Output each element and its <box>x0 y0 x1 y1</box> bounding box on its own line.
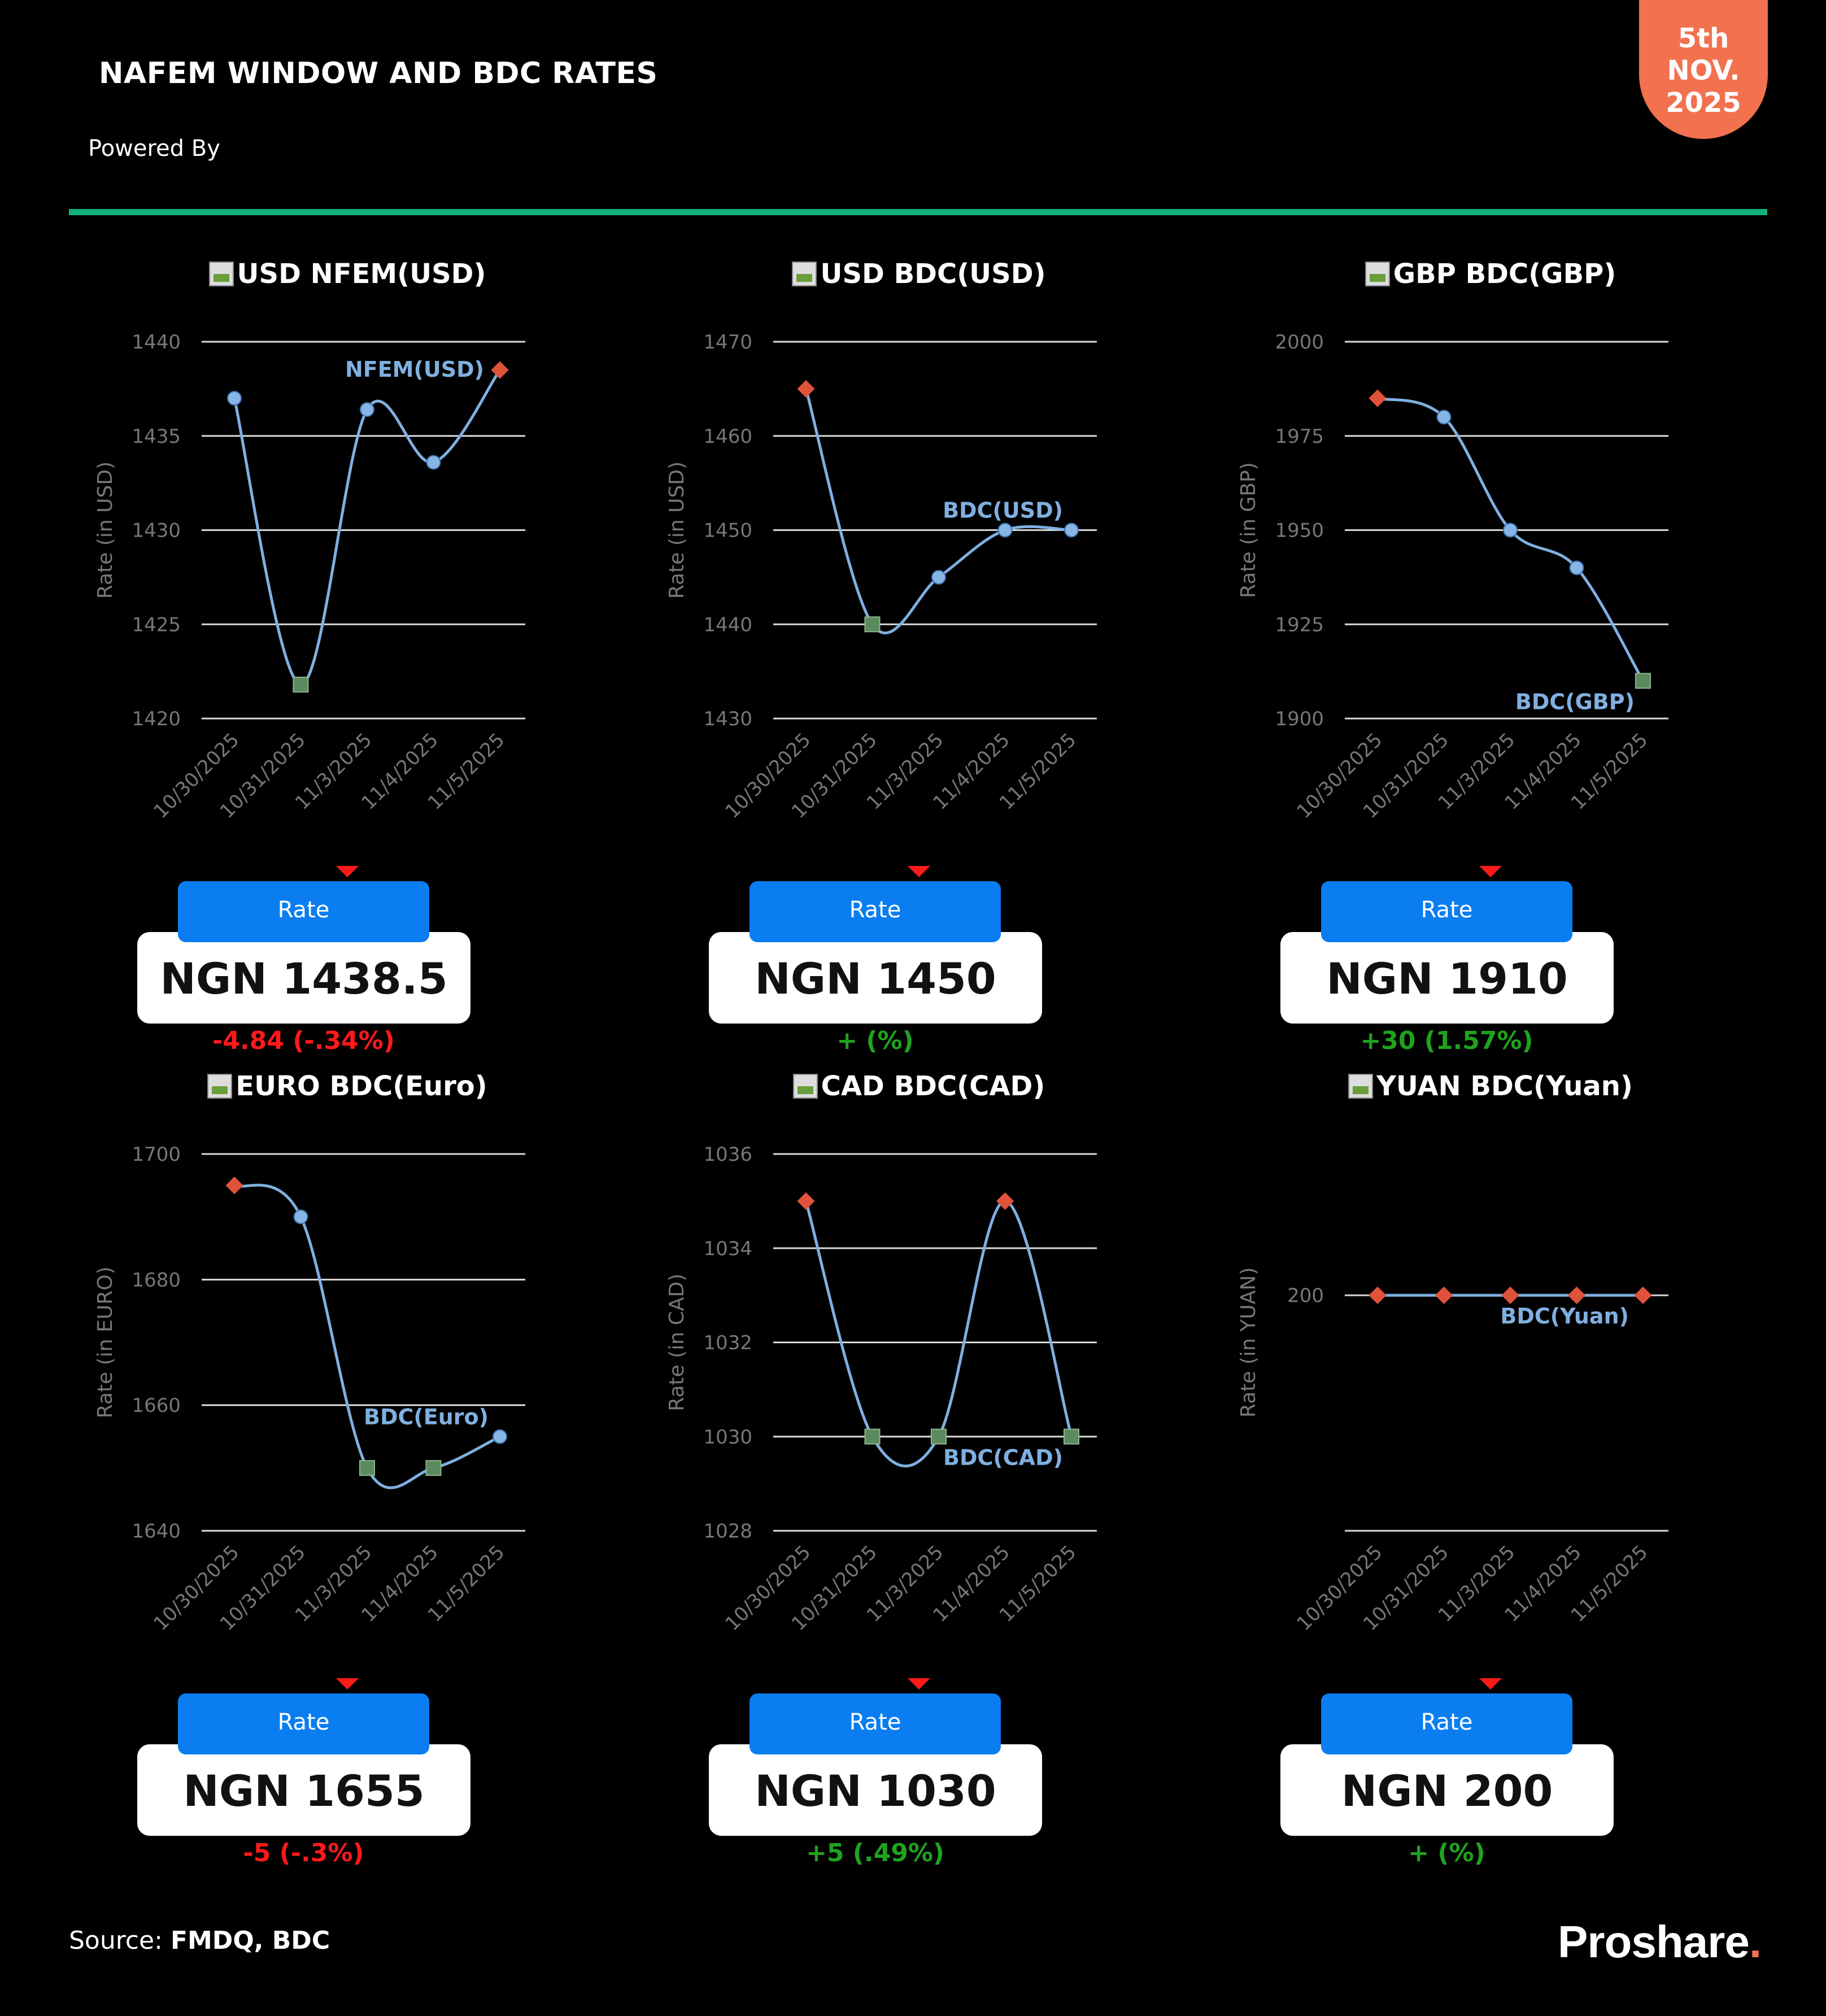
proshare-logo <box>1558 1916 1761 1968</box>
flag-image-icon <box>207 1074 232 1099</box>
rate-value: NGN 1910 <box>1280 932 1614 1024</box>
chart-title <box>62 257 633 291</box>
max-point-marker <box>1369 389 1386 407</box>
y-tick-label: 1950 <box>1275 519 1324 542</box>
series-label: BDC(CAD) <box>943 1445 1063 1470</box>
rate-value: NGN 1450 <box>709 932 1042 1024</box>
logo-text: Proshare <box>1558 1917 1749 1967</box>
rate-tab: Rate <box>178 1693 429 1754</box>
source-note <box>69 1926 330 1955</box>
x-tick-label: 11/5/2025 <box>995 729 1081 815</box>
rate-tab: Rate <box>749 881 1001 942</box>
rate-tab: Rate <box>1321 1693 1572 1754</box>
y-axis-label: Rate (in YUAN) <box>1237 1267 1260 1418</box>
x-tick-label: 11/5/2025 <box>1566 729 1653 815</box>
x-tick-label: 10/31/2025 <box>787 729 882 823</box>
series-label: BDC(Yuan) <box>1500 1304 1629 1329</box>
x-tick-label: 10/31/2025 <box>787 1541 882 1635</box>
line-chart <box>1205 297 1776 850</box>
x-tick-label: 10/31/2025 <box>216 729 310 823</box>
series-line <box>806 1201 1071 1466</box>
flag-image-icon <box>1348 1074 1373 1099</box>
x-tick-label: 11/4/2025 <box>1500 729 1586 815</box>
y-tick-label: 1030 <box>703 1426 752 1449</box>
max-point-marker <box>797 1192 814 1210</box>
down-arrow-icon <box>1479 866 1502 877</box>
data-point <box>360 403 374 416</box>
min-point-marker <box>865 617 880 632</box>
chart-title <box>634 257 1204 291</box>
x-tick-label: 11/3/2025 <box>862 1541 948 1627</box>
min-point-marker <box>931 1429 946 1444</box>
chart-panel-5 <box>634 1069 1204 1883</box>
max-point-marker <box>225 1177 243 1194</box>
chart-title-text: YUAN BDC(Yuan) <box>1376 1070 1633 1102</box>
date-badge <box>1639 0 1768 139</box>
x-tick-label: 11/5/2025 <box>1566 1541 1653 1627</box>
series-line <box>1378 398 1643 681</box>
y-tick-label: 1435 <box>132 425 181 448</box>
y-tick-label: 2000 <box>1275 331 1324 354</box>
x-tick-label: 10/30/2025 <box>721 1541 816 1635</box>
chart-panel-1 <box>62 257 633 1070</box>
rate-change: + (%) <box>1408 1839 1485 1867</box>
rate-value: NGN 1655 <box>137 1744 470 1836</box>
chart-title-text: CAD BDC(CAD) <box>821 1070 1045 1102</box>
data-point <box>1437 410 1451 424</box>
y-tick-label: 1034 <box>703 1237 752 1260</box>
y-tick-label: 1660 <box>132 1394 181 1417</box>
series-label: NFEM(USD) <box>345 357 484 382</box>
rate-change: + (%) <box>836 1026 914 1055</box>
flag-image-icon <box>209 262 234 286</box>
y-tick-label: 1680 <box>132 1269 181 1292</box>
y-axis-label: Rate (in CAD) <box>665 1273 688 1412</box>
rate-value: NGN 200 <box>1280 1744 1614 1836</box>
chart-title <box>62 1069 633 1103</box>
down-arrow-icon <box>336 866 359 877</box>
page-title: NAFEM WINDOW AND BDC RATES <box>99 56 658 90</box>
rate-change: -5 (-.3%) <box>243 1839 364 1867</box>
source-label: Source: <box>69 1926 163 1955</box>
logo-dot: . <box>1749 1917 1762 1967</box>
x-tick-label: 11/5/2025 <box>995 1541 1081 1627</box>
max-point-marker <box>1369 1287 1386 1304</box>
flag-image-icon <box>1365 262 1390 286</box>
series-label: BDC(GBP) <box>1515 689 1635 715</box>
min-point-marker <box>426 1461 441 1475</box>
x-tick-label: 10/31/2025 <box>216 1541 310 1635</box>
x-tick-label: 10/30/2025 <box>149 729 244 823</box>
x-tick-label: 10/30/2025 <box>1292 729 1387 823</box>
x-tick-label: 11/3/2025 <box>290 1541 377 1627</box>
x-tick-label: 11/4/2025 <box>357 729 443 815</box>
y-tick-label: 1036 <box>703 1143 752 1166</box>
flag-image-icon <box>792 262 817 286</box>
x-tick-label: 11/3/2025 <box>1433 1541 1520 1627</box>
max-point-marker <box>491 361 508 378</box>
down-arrow-icon <box>908 866 930 877</box>
rate-tab: Rate <box>749 1693 1001 1754</box>
y-tick-label: 1900 <box>1275 708 1324 730</box>
chart-panel-2 <box>634 257 1204 1070</box>
series-line <box>234 370 500 685</box>
chart-title-text: EURO BDC(Euro) <box>236 1070 487 1102</box>
data-point <box>1570 561 1584 574</box>
y-tick-label: 1925 <box>1275 613 1324 637</box>
x-tick-label: 11/4/2025 <box>1500 1541 1586 1627</box>
data-point <box>294 1210 308 1223</box>
y-tick-label: 1440 <box>132 331 181 354</box>
max-point-marker <box>1435 1287 1453 1304</box>
chart-panel-6 <box>1205 1069 1776 1883</box>
y-tick-label: 1640 <box>132 1520 181 1543</box>
data-point <box>1503 524 1517 537</box>
y-tick-label: 1700 <box>132 1143 181 1166</box>
y-axis-label: Rate (in EURO) <box>94 1266 117 1418</box>
data-point <box>932 571 945 584</box>
down-arrow-icon <box>1479 1678 1502 1690</box>
x-tick-label: 10/30/2025 <box>149 1541 244 1635</box>
x-tick-label: 11/3/2025 <box>290 729 377 815</box>
down-arrow-icon <box>908 1678 930 1690</box>
y-tick-label: 1420 <box>132 708 181 730</box>
date-day: 5th <box>1677 22 1729 54</box>
data-point <box>999 524 1012 537</box>
date-year: 2025 <box>1666 86 1741 119</box>
min-point-marker <box>360 1461 374 1475</box>
max-point-marker <box>1634 1287 1651 1304</box>
y-tick-label: 1425 <box>132 613 181 637</box>
data-point <box>1065 524 1078 537</box>
y-axis-label: Rate (in USD) <box>94 461 117 599</box>
rate-change: +5 (.49%) <box>805 1839 945 1867</box>
y-tick-label: 200 <box>1287 1285 1324 1308</box>
chart-title <box>1205 1069 1776 1103</box>
y-tick-label: 1450 <box>703 519 752 542</box>
x-tick-label: 11/4/2025 <box>929 1541 1014 1627</box>
x-tick-label: 11/5/2025 <box>423 729 509 815</box>
x-tick-label: 10/31/2025 <box>1359 729 1453 823</box>
max-point-marker <box>797 380 814 398</box>
flag-image-icon <box>793 1074 818 1099</box>
data-point <box>228 391 241 405</box>
min-point-marker <box>294 677 308 692</box>
y-tick-label: 1430 <box>703 708 752 730</box>
x-tick-label: 11/3/2025 <box>1433 729 1520 815</box>
date-month: NOV. <box>1667 54 1740 86</box>
y-axis-label: Rate (in USD) <box>665 461 688 599</box>
data-point <box>427 455 441 469</box>
source-value: FMDQ, BDC <box>170 1926 330 1955</box>
chart-title <box>634 1069 1204 1103</box>
y-tick-label: 1430 <box>132 519 181 542</box>
x-tick-label: 11/3/2025 <box>862 729 948 815</box>
min-point-marker <box>1636 673 1650 688</box>
y-axis-label: Rate (in GBP) <box>1237 462 1260 598</box>
powered-by-label: Powered By <box>88 136 220 162</box>
min-point-marker <box>1064 1429 1079 1444</box>
min-point-marker <box>865 1429 880 1444</box>
rate-change: +30 (1.57%) <box>1360 1026 1533 1055</box>
x-tick-label: 10/31/2025 <box>1359 1541 1453 1635</box>
rate-value: NGN 1438.5 <box>137 932 470 1024</box>
max-point-marker <box>1501 1287 1519 1304</box>
chart-title-text: USD NFEM(USD) <box>237 258 486 290</box>
x-tick-label: 10/30/2025 <box>721 729 816 823</box>
chart-panel-3 <box>1205 257 1776 1070</box>
max-point-marker <box>1568 1287 1585 1304</box>
series-line <box>234 1185 500 1488</box>
data-point <box>493 1430 507 1443</box>
y-tick-label: 1975 <box>1275 425 1324 448</box>
series-label: BDC(USD) <box>943 498 1063 523</box>
down-arrow-icon <box>336 1678 359 1690</box>
header-divider <box>69 209 1767 215</box>
rate-tab: Rate <box>178 881 429 942</box>
line-chart <box>62 1109 633 1662</box>
line-chart <box>634 297 1204 850</box>
chart-title-text: USD BDC(USD) <box>820 258 1046 290</box>
chart-title <box>1205 257 1776 291</box>
y-tick-label: 1032 <box>703 1331 752 1355</box>
chart-title-text: GBP BDC(GBP) <box>1393 258 1616 290</box>
y-tick-label: 1028 <box>703 1520 752 1543</box>
rate-tab: Rate <box>1321 881 1572 942</box>
line-chart <box>1205 1109 1776 1662</box>
x-tick-label: 11/5/2025 <box>423 1541 509 1627</box>
rate-change: -4.84 (-.34%) <box>212 1026 395 1055</box>
x-tick-label: 10/30/2025 <box>1292 1541 1387 1635</box>
chart-panel-4 <box>62 1069 633 1883</box>
x-tick-label: 11/4/2025 <box>357 1541 443 1627</box>
line-chart <box>634 1109 1204 1662</box>
line-chart <box>62 297 633 850</box>
y-tick-label: 1460 <box>703 425 752 448</box>
x-tick-label: 11/4/2025 <box>929 729 1014 815</box>
series-label: BDC(Euro) <box>364 1404 489 1430</box>
y-tick-label: 1470 <box>703 331 752 354</box>
y-tick-label: 1440 <box>703 613 752 637</box>
rate-value: NGN 1030 <box>709 1744 1042 1836</box>
